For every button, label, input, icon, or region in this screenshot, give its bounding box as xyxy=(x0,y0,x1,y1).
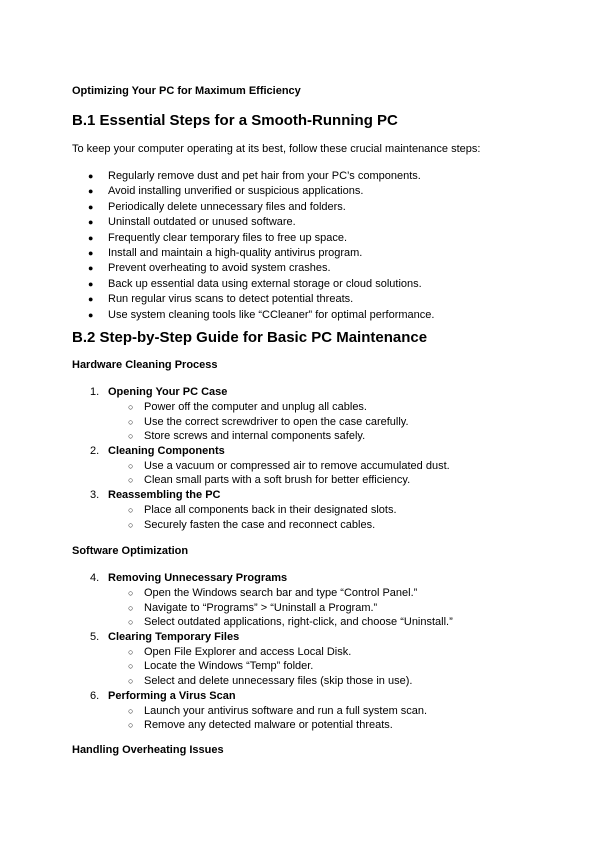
sub-item: ○ Store screws and internal components safely. xyxy=(72,429,532,444)
sub-item: ○ Remove any detected malware or potential threats. xyxy=(72,718,532,733)
sub-item: ○ Select outdated applications, right-click, and choose “Uninstall.” xyxy=(72,615,532,630)
document-title: Optimizing Your PC for Maximum Efficiency xyxy=(72,85,301,97)
list-item: ● Install and maintain a high-quality antivirus program. xyxy=(72,246,434,261)
sub-item: ○ Locate the Windows “Temp” folder. xyxy=(72,659,532,674)
step-item xyxy=(72,630,532,689)
sub-item: ○ Launch your antivirus software and run a full system scan. xyxy=(72,704,532,719)
list-item: ● Periodically delete unnecessary files and folders. xyxy=(72,200,434,215)
step-number: 1. xyxy=(90,386,100,398)
step-number: 5. xyxy=(90,630,100,643)
step-number: 6. xyxy=(90,689,100,702)
sub-item: ○ Select and delete unnecessary files (skip those in use). xyxy=(72,674,532,689)
list-item: ● Regularly remove dust and pet hair from your PC’s components. xyxy=(72,169,434,184)
sub-item: ○ Clean small parts with a soft brush for better efficiency. xyxy=(72,473,532,488)
software-subheading: Software Optimization xyxy=(72,545,189,557)
section-b1-heading: B.1 Essential Steps for a Smooth-Running PC xyxy=(72,112,398,129)
step-item xyxy=(72,385,532,444)
overheating-subheading: Handling Overheating Issues xyxy=(72,744,224,756)
step-item xyxy=(72,571,532,630)
step-title: Opening Your PC Case xyxy=(108,386,228,398)
step-item xyxy=(72,444,532,488)
list-item: ● Run regular virus scans to detect potential threats. xyxy=(72,292,434,307)
step-number: 3. xyxy=(90,488,100,501)
step-number: 4. xyxy=(90,572,100,584)
list-item: ● Back up essential data using external storage or cloud solutions. xyxy=(72,277,434,292)
maintenance-bullet-list xyxy=(72,169,434,323)
step-title: Reassembling the PC xyxy=(108,488,221,501)
list-item: ● Use system cleaning tools like “CCleaner” for optimal performance. xyxy=(72,308,434,323)
sub-item: ○ Open File Explorer and access Local Disk. xyxy=(72,645,532,660)
sub-item: ○ Use a vacuum or compressed air to remove accumulated dust. xyxy=(72,459,532,474)
sub-item: ○ Power off the computer and unplug all cables. xyxy=(72,400,532,415)
list-item: ● Frequently clear temporary files to free up space. xyxy=(72,231,434,246)
step-title: Removing Unnecessary Programs xyxy=(108,572,288,584)
sub-item: ○ Use the correct screwdriver to open the case carefully. xyxy=(72,415,532,430)
hardware-steps-list xyxy=(72,385,532,532)
step-title: Clearing Temporary Files xyxy=(108,630,240,643)
step-number: 2. xyxy=(90,444,100,457)
step-item xyxy=(72,488,532,532)
hardware-subheading: Hardware Cleaning Process xyxy=(72,359,218,371)
sub-item: ○ Navigate to “Programs” > “Uninstall a Program.” xyxy=(72,601,532,616)
list-item: ● Uninstall outdated or unused software. xyxy=(72,215,434,230)
step-item xyxy=(72,689,532,733)
sub-item: ○ Place all components back in their designated slots. xyxy=(72,503,532,518)
sub-item: ○ Open the Windows search bar and type “Control Panel.” xyxy=(72,586,532,601)
list-item: ● Prevent overheating to avoid system crashes. xyxy=(72,261,434,276)
section-b1-intro: To keep your computer operating at its best, follow these crucial maintenance steps: xyxy=(72,143,481,155)
list-item: ● Avoid installing unverified or suspicious applications. xyxy=(72,184,434,199)
step-title: Performing a Virus Scan xyxy=(108,689,236,702)
step-title: Cleaning Components xyxy=(108,444,225,457)
sub-item: ○ Securely fasten the case and reconnect cables. xyxy=(72,518,532,533)
section-b2-heading: B.2 Step-by-Step Guide for Basic PC Maintenance xyxy=(72,329,428,346)
software-steps-list xyxy=(72,571,532,733)
